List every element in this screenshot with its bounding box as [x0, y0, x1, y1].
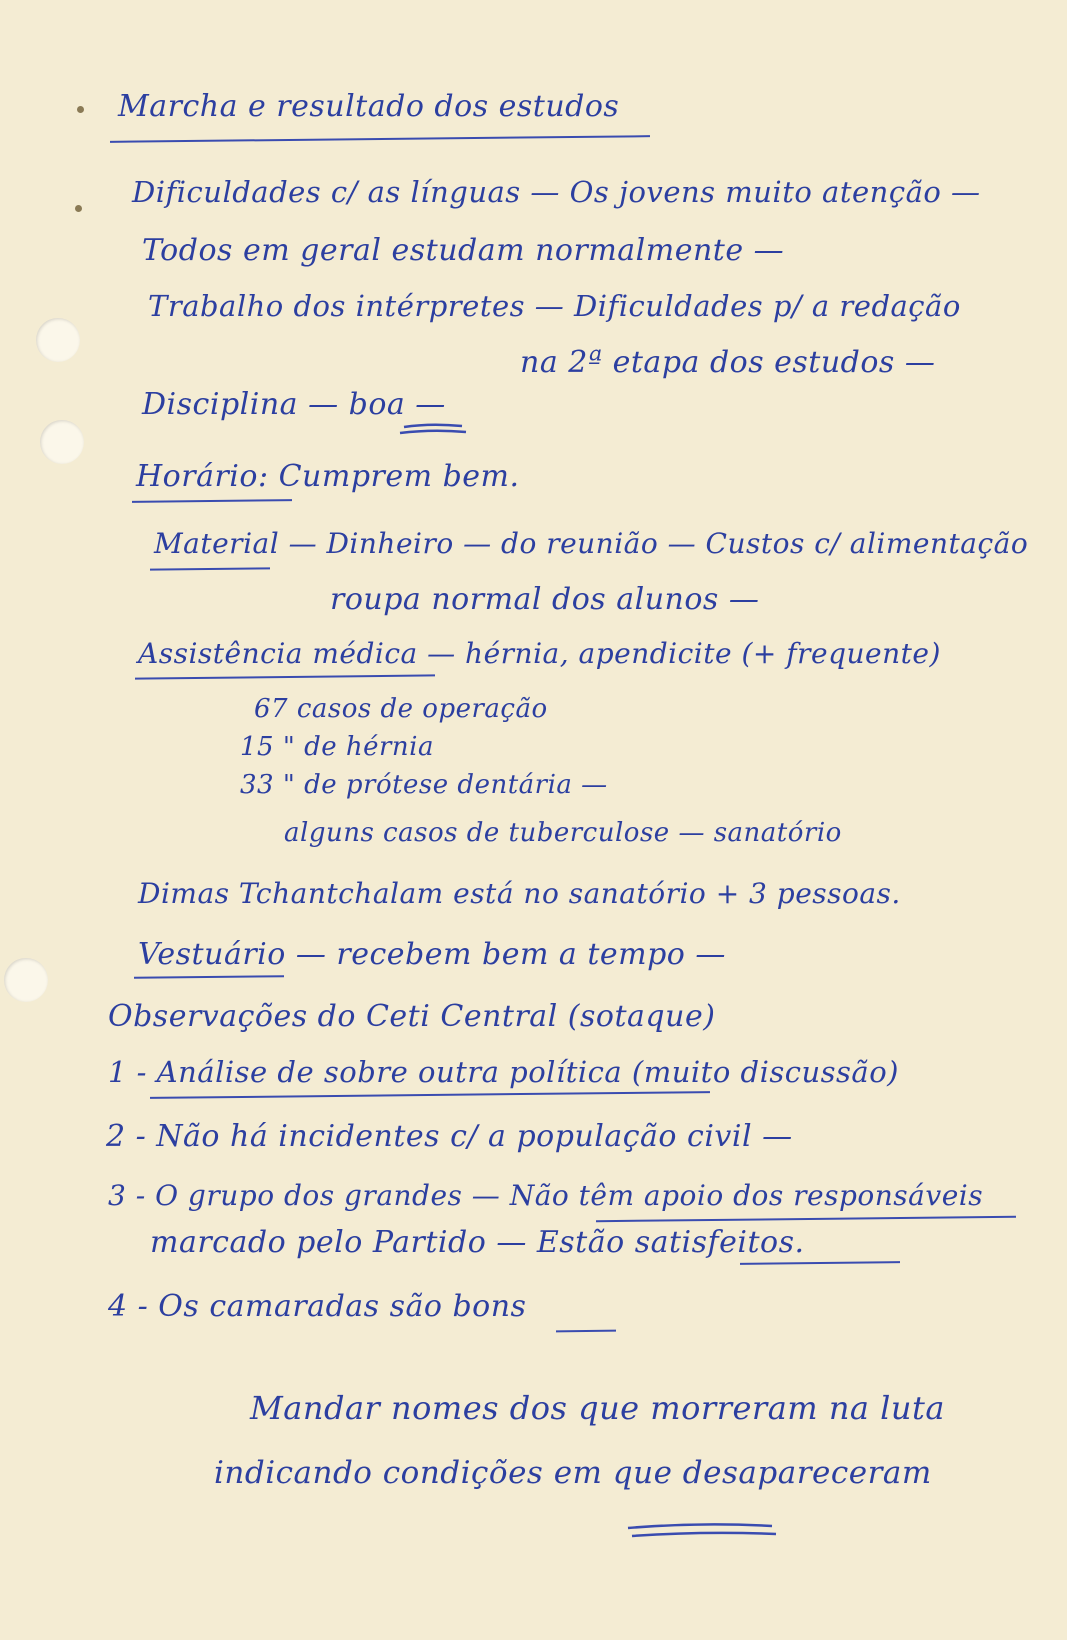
note-line-18: 1 - Análise de sobre outra política (muito discussão): [108, 1055, 899, 1089]
note-line-16: Vestuário — recebem bem a tempo —: [138, 937, 726, 972]
note-line-17: Observações do Ceti Central (sotaque): [108, 999, 716, 1034]
note-line-12: 15 " de hérnia: [240, 732, 434, 762]
note-line-9: roupa normal dos alunos —: [330, 582, 760, 617]
note-line-21: marcado pelo Partido — Estão satisfeitos.: [150, 1225, 805, 1260]
note-line-14: alguns casos de tuberculose — sanatório: [284, 818, 842, 848]
note-line-10: Assistência médica — hérnia, apendicite (+ frequente): [138, 637, 941, 670]
note-line-2: Dificuldades c/ as línguas — Os jovens muito atenção —: [132, 175, 981, 209]
note-line-3: Todos em geral estudam normalmente —: [142, 233, 785, 268]
note-line-7: Horário: Cumprem bem.: [136, 459, 520, 494]
note-line-6: Disciplina — boa —: [142, 387, 446, 422]
note-line-4: Trabalho dos intérpretes — Dificuldades p/ a redação: [148, 289, 961, 323]
note-line-19: 2 - Não há incidentes c/ a população civil —: [106, 1119, 793, 1154]
note-line-5: na 2ª etapa dos estudos —: [520, 345, 936, 380]
note-line-11: 67 casos de operação: [254, 694, 548, 724]
note-line-24: indicando condições em que desapareceram: [214, 1455, 932, 1491]
heading-line: Marcha e resultado dos estudos: [118, 89, 620, 124]
note-line-15: Dimas Tchantchalam está no sanatório + 3 pessoas.: [138, 877, 901, 910]
note-line-22: 4 - Os camaradas são bons: [108, 1289, 527, 1324]
note-line-23: Mandar nomes dos que morreram na luta: [250, 1389, 945, 1427]
note-line-8: Material — Dinheiro — do reunião — Custos c/ alimentação: [154, 527, 1029, 560]
note-line-20: 3 - O grupo dos grandes — Não têm apoio dos responsáveis: [108, 1179, 984, 1212]
note-line-13: 33 " de prótese dentária —: [240, 770, 608, 800]
